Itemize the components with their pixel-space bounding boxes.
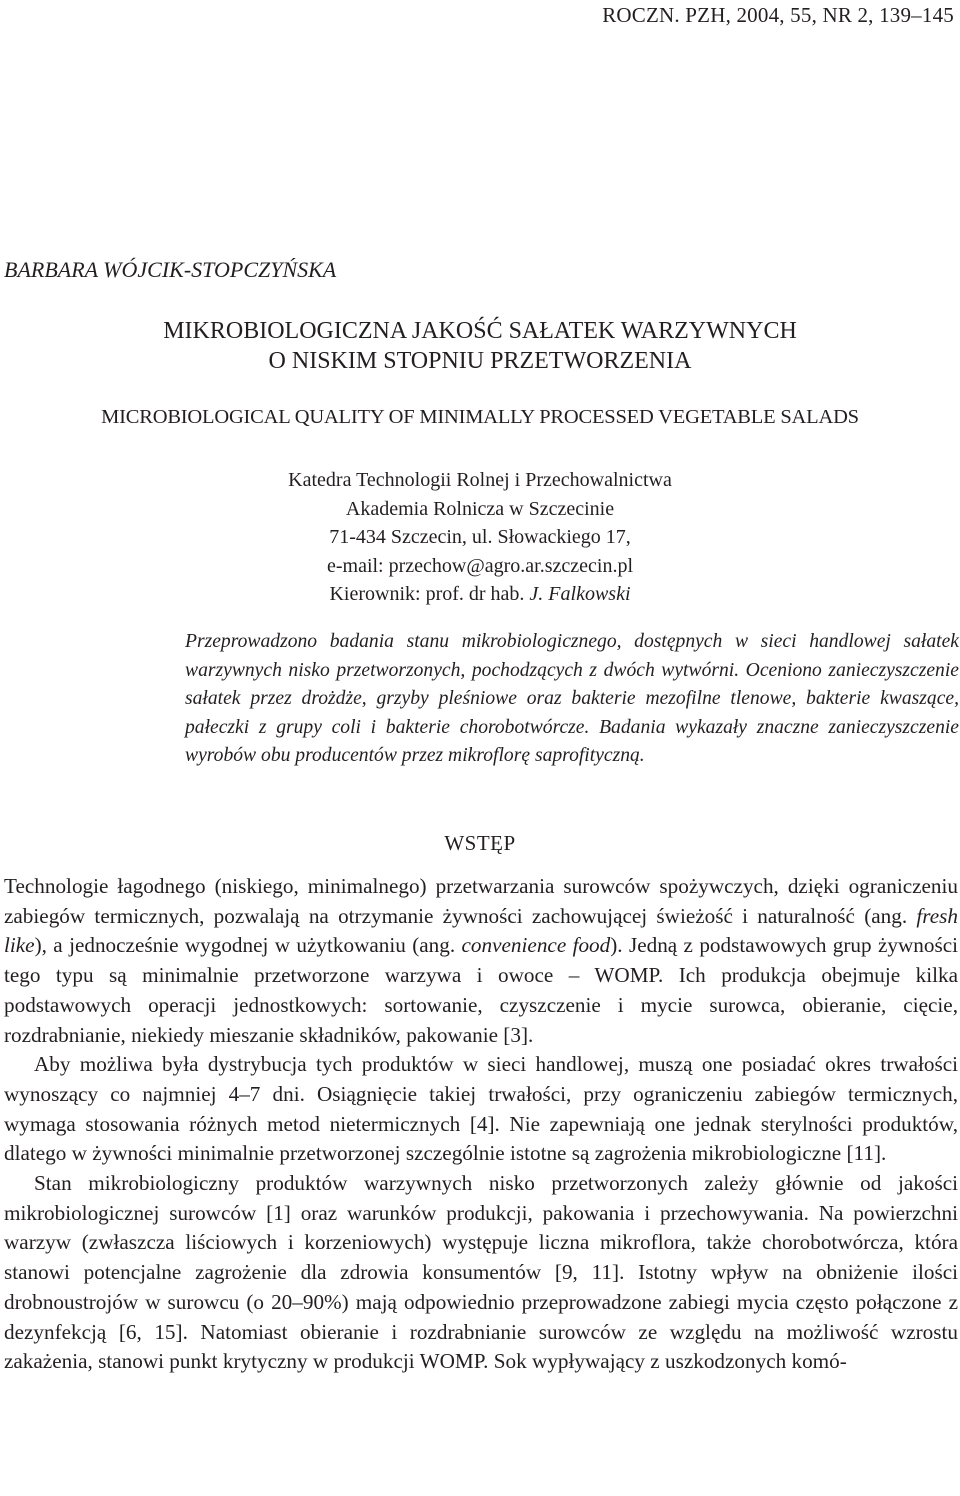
paragraph-3: Stan mikrobiologiczny produktów warzywnych nisko przetworzonych zależy głównie od jakości mikrobiologicznej surowców [1] oraz warunków produkcji, pakowania i przechowywania. Na powierzchni warzyw (zwłaszcza liściowych i korzeniowych) występuje liczna mikroflora, także chorobotwórcza, która stanowi potencjalne zagrożenie dla zdrowia konsumentów [9, 11]. Istotny wpływ na obniżenie ilości drobnoustrojów w surowcu (o 20–90%) mają odpowiednio przeprowadzone zabiegi mycia często połączone z dezynfekcją [6, 15]. Natomiast obieranie i rozdrabnianie surowców ze względu na możliwość wzrostu zakażenia, stanowi punkt krytyczny w produkcji WOMP. Sok wypływający z uszkodzonych komó- (4, 1171, 958, 1374)
title-polish (0, 316, 960, 376)
affiliation-department: Katedra Technologii Rolnej i Przechowalnictwa (288, 469, 672, 491)
journal-citation: ROCZN. PZH, 2004, 55, NR 2, 139–145 (602, 3, 954, 27)
head-name: J. Falkowski (529, 583, 631, 605)
affiliation (0, 466, 960, 609)
section-heading: WSTĘP (444, 831, 516, 855)
affiliation-address: 71-434 Szczecin, ul. Słowackiego 17, (329, 526, 631, 548)
paragraph-2: Aby możliwa była dystrybucja tych produktów w sieci handlowej, muszą one posiadać okres trwałości wynoszący co najmniej 4–7 dni. Osiągnięcie takiej trwałości, przy ograniczeniu zabiegów termicznych, wymaga stosowania różnych metod nietermicznych [4]. Nie zapewniają one jednak sterylności produktów, dlatego w żywności minimalnie przetworzonej szczególnie istotne są zagrożenia mikrobiologiczne [11]. (4, 1052, 958, 1166)
author-name: BARBARA WÓJCIK-STOPCZYŃSKA (4, 257, 337, 282)
affiliation-email: e-mail: przechow@agro.ar.szczecin.pl (326, 554, 634, 577)
title-polish-line-1: MIKROBIOLOGICZNA JAKOŚĆ SAŁATEK WARZYWNYCH (163, 318, 797, 344)
title-english: MICROBIOLOGICAL QUALITY OF MINIMALLY PROCESSED VEGETABLE SALADS (101, 406, 859, 428)
title-polish-line-2: O NISKIM STOPNIU PRZETWORZENIA (268, 348, 692, 374)
abstract: Przeprowadzono badania stanu mikrobiologicznego, dostępnych w sieci handlowej sałatek warzywnych nisko przetworzonych, pochodzących z dwóch wytwórni. Oceniono zanieczyszczenie sałatek przez drożdże, grzyby pleśniowe oraz bakterie mezofilne tlenowe, bakterie kwaszące, pałeczki z grupy coli i bakterie chorobotwórcze. Badania wykazały znaczne zanieczyszczenie wyrobów obu producentów przez mikroflorę saprofityczną. (185, 631, 959, 766)
affiliation-school: Akademia Rolnicza w Szczecinie (345, 497, 615, 520)
head-label: Kierownik: prof. dr hab. (329, 583, 525, 605)
body-text (4, 872, 958, 1377)
affiliation-head (0, 580, 960, 609)
paragraph-1: Technologie łagodnego (niskiego, minimalnego) przetwarzania surowców spożywczych, dzięki ograniczeniu zabiegów termicznych, pozwalają na otrzymanie żywności zachowującej świeżość i naturalność (ang. fresh like), a jednocześnie wygodnej w użytkowaniu (ang. convenience food). Jedną z podstawowych grup żywności tego typu są minimalnie przetworzone warzywa i owoce – WOMP. Ich produkcja obejmuje kilka podstawowych operacji jednostkowych: sortowanie, czyszczenie i mycie surowca, obieranie, cięcie, rozdrabnianie, niekiedy mieszanie składników, pakowanie [3]. (4, 874, 959, 1047)
